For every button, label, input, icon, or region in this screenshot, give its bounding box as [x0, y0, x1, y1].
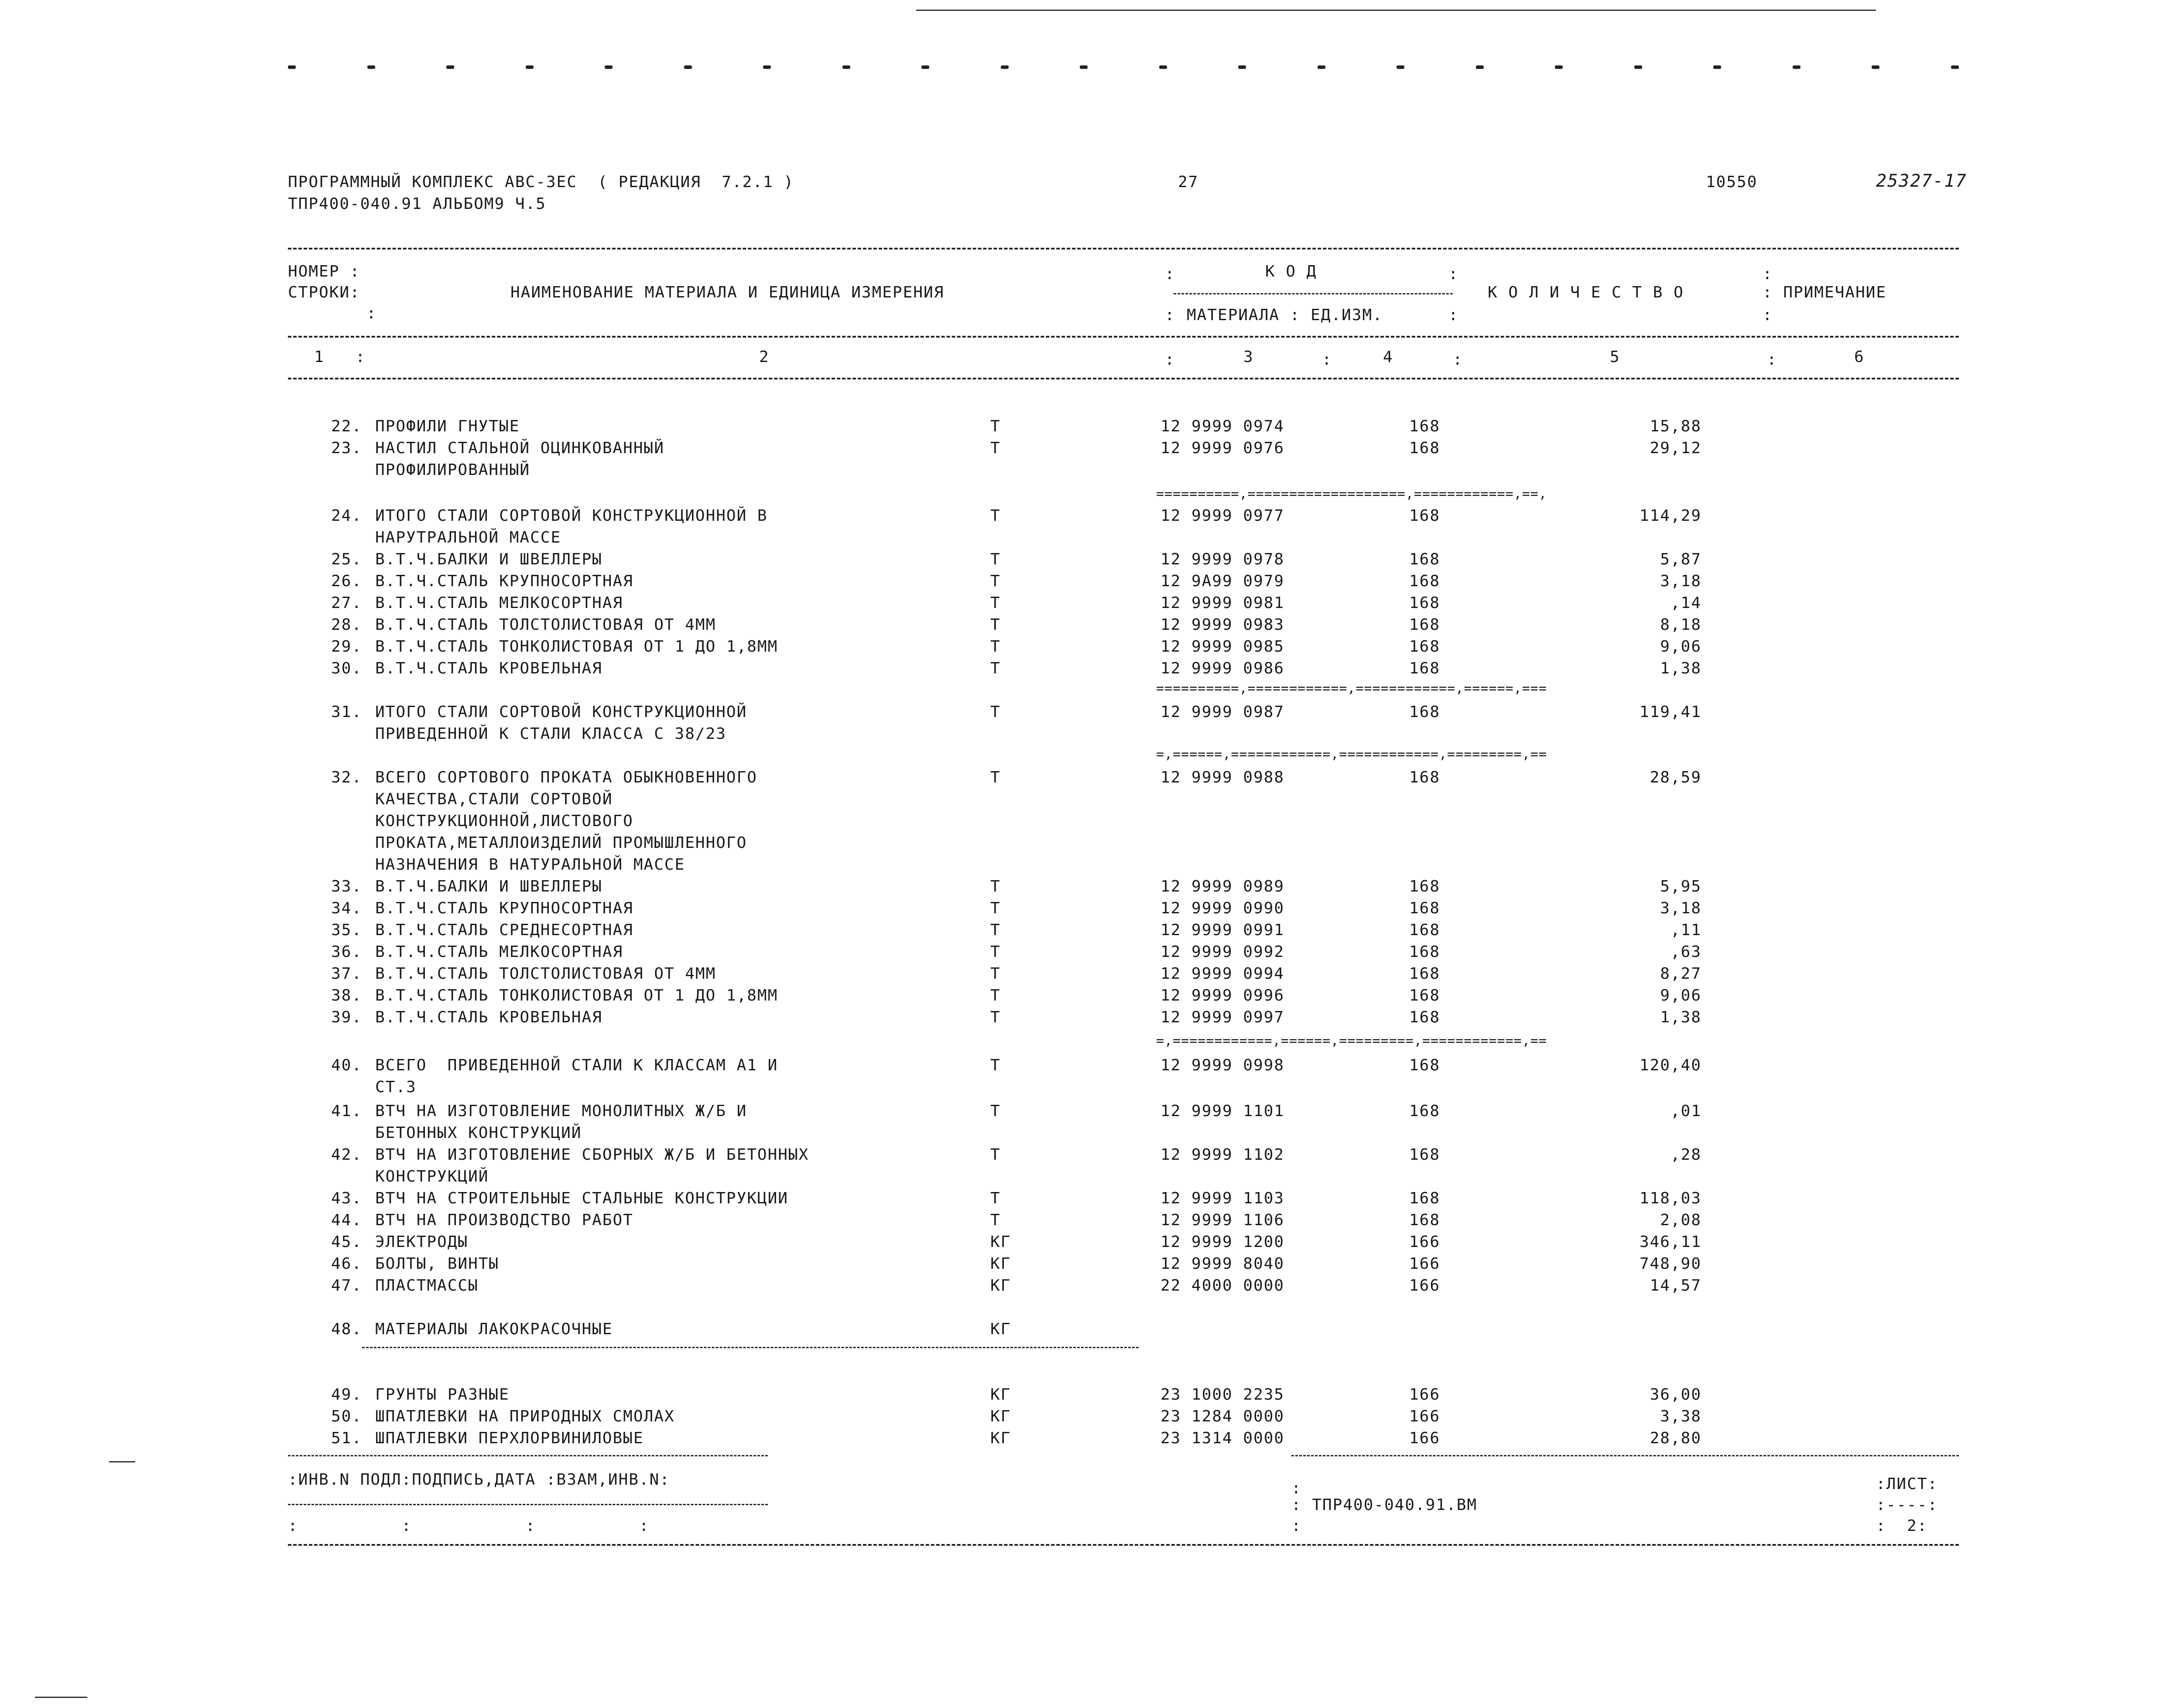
row-unit: Т	[990, 1146, 1001, 1164]
row-material-code: 12 9999 0986	[1160, 659, 1285, 677]
column-number-sep-d: :	[1767, 351, 1777, 369]
row-unit-code: 168	[1409, 659, 1441, 677]
row-material-code: 12 9999 0998	[1160, 1056, 1285, 1074]
row-unit: Т	[990, 965, 1001, 983]
code-column-label: К О Д	[1265, 263, 1317, 280]
quantity-column-label: К О Л И Ч Е С Т В О	[1488, 284, 1684, 301]
row-material-code: 12 9999 0974	[1160, 417, 1285, 435]
punch-mark	[605, 65, 613, 69]
subtotal-separator-40: =,============,======,=========,============,==	[1156, 1033, 1547, 1049]
row-unit: Т	[990, 1211, 1001, 1229]
row-quantity: ,01	[1670, 1102, 1701, 1120]
row-material-code: 12 9999 0977	[1160, 507, 1285, 525]
column-number-5: 5	[1610, 348, 1620, 366]
row-unit-code: 166	[1409, 1386, 1441, 1404]
row-quantity: 14,57	[1650, 1277, 1701, 1295]
row-quantity: 15,88	[1650, 417, 1701, 435]
row-material-code: 12 9999 0992	[1160, 943, 1285, 961]
row-number: 25.	[331, 550, 362, 568]
row-material-code: 12 9999 0988	[1160, 769, 1285, 786]
row-material-code: 12 9999 0985	[1160, 638, 1285, 656]
row-unit: Т	[990, 638, 1001, 656]
row-number: 47.	[331, 1277, 362, 1295]
row-name-line: КОНСТРУКЦИОННОЙ,ЛИСТОВОГО	[375, 812, 633, 830]
row-material-code: 12 9999 0978	[1160, 550, 1285, 568]
footer-doc-sep-2: :	[1291, 1517, 1302, 1535]
row-name-line: В.Т.Ч.СТАЛЬ ТОНКОЛИСТОВАЯ ОТ 1 ДО 1,8ММ	[375, 638, 778, 656]
row-number: 36.	[331, 943, 362, 961]
row-unit-code: 166	[1409, 1429, 1441, 1447]
row-unit-code: 168	[1409, 616, 1441, 634]
punch-mark	[1397, 65, 1404, 69]
row-unit-code: 168	[1409, 572, 1441, 590]
row-name-line: В.Т.Ч.СТАЛЬ СРЕДНЕСОРТНАЯ	[375, 921, 633, 939]
row-unit-code: 168	[1409, 1102, 1441, 1120]
punch-mark	[367, 65, 375, 69]
row-unit: Т	[990, 659, 1001, 677]
punch-mark	[842, 65, 850, 69]
row-quantity: ,63	[1670, 943, 1701, 961]
row-quantity: 3,38	[1660, 1407, 1701, 1425]
row-material-code: 12 9999 0983	[1160, 616, 1285, 634]
footer-bottom-rule	[288, 1544, 1959, 1546]
row-unit: Т	[990, 943, 1001, 961]
punch-mark	[1555, 65, 1563, 69]
row-number: 46.	[331, 1255, 362, 1273]
row-number-label-3: :	[366, 304, 377, 322]
row-name-line: ЭЛЕКТРОДЫ	[375, 1233, 469, 1251]
row-quantity: 8,18	[1660, 616, 1701, 634]
row-material-code: 12 9999 0997	[1160, 1008, 1285, 1026]
row-name-line: В.Т.Ч.СТАЛЬ КРОВЕЛЬНАЯ	[375, 1008, 602, 1026]
footer-sheet-number: : 2:	[1876, 1517, 1928, 1535]
row-number: 22.	[331, 417, 362, 435]
row-quantity: 1,38	[1660, 659, 1701, 677]
row-number: 33.	[331, 878, 362, 895]
row-unit: Т	[990, 921, 1001, 939]
row-number: 41.	[331, 1102, 362, 1120]
row-quantity: 9,06	[1660, 638, 1701, 656]
row-material-code: 12 9А99 0979	[1160, 572, 1285, 590]
row-number: 32.	[331, 769, 362, 786]
row-unit-code: 168	[1409, 439, 1441, 457]
row-quantity: 29,12	[1650, 439, 1701, 457]
scan-speck	[109, 1461, 135, 1462]
footer-sheet-label: :ЛИСТ:	[1876, 1475, 1938, 1493]
row-name-line: ПЛАСТМАССЫ	[375, 1277, 479, 1295]
name-column-label: НАИМЕНОВАНИЕ МАТЕРИАЛА И ЕДИНИЦА ИЗМЕРЕНИЯ	[510, 284, 945, 301]
row-unit-code: 168	[1409, 1056, 1441, 1074]
header-bottom-rule	[288, 378, 1959, 379]
row-unit: Т	[990, 987, 1001, 1004]
row-name-line: ИТОГО СТАЛИ СОРТОВОЙ КОНСТРУКЦИОННОЙ	[375, 703, 747, 721]
row-number: 37.	[331, 965, 362, 983]
row-name-line: В.Т.Ч.СТАЛЬ КРУПНОСОРТНАЯ	[375, 572, 633, 590]
column-number-4: 4	[1383, 348, 1393, 366]
row-unit-code: 168	[1409, 987, 1441, 1004]
row-name-line: В.Т.Ч.БАЛКИ И ШВЕЛЛЕРЫ	[375, 550, 602, 568]
row-unit-code: 168	[1409, 921, 1441, 939]
page-number: 27	[1178, 173, 1199, 191]
row-unit-code: 168	[1409, 638, 1441, 656]
row-material-code: 12 9999 0976	[1160, 439, 1285, 457]
row-quantity: ,14	[1670, 594, 1701, 612]
column-number-1: 1 :	[314, 348, 366, 366]
footer-doc-sep-1: :	[1291, 1479, 1302, 1497]
punch-mark	[446, 65, 454, 69]
row-material-code: 23 1000 2235	[1160, 1386, 1285, 1404]
row-unit: КГ	[990, 1407, 1011, 1425]
row-material-code: 12 9999 1102	[1160, 1146, 1285, 1164]
row-quantity: 1,38	[1660, 1008, 1701, 1026]
header-mid-rule	[288, 336, 1959, 338]
row-quantity: 5,87	[1660, 550, 1701, 568]
row-unit: Т	[990, 594, 1001, 612]
code-col-sep-1: :	[1165, 265, 1175, 283]
row-name-line: ВТЧ НА ПРОИЗВОДСТВО РАБОТ	[375, 1211, 633, 1229]
row-quantity: 9,06	[1660, 987, 1701, 1004]
row-number: 34.	[331, 899, 362, 917]
row-quantity: 5,95	[1660, 878, 1701, 895]
row-number: 43.	[331, 1189, 362, 1207]
row-name-line: ВТЧ НА СТРОИТЕЛЬНЫЕ СТАЛЬНЫЕ КОНСТРУКЦИИ	[375, 1189, 788, 1207]
row-quantity: 114,29	[1639, 507, 1701, 525]
row-name-line: НАРУТРАЛЬНОЙ МАССЕ	[375, 529, 561, 547]
row-quantity: 3,18	[1660, 899, 1701, 917]
row-unit: Т	[990, 439, 1001, 457]
footer-stamp-cells: :ИНВ.N ПОДЛ:ПОДПИСЬ,ДАТА :ВЗАМ,ИНВ.N:	[288, 1471, 670, 1489]
subtotal-separator-24: ==========,===================,============,==,	[1156, 486, 1547, 502]
row-number: 29.	[331, 638, 362, 656]
row-unit-code: 168	[1409, 594, 1441, 612]
footer-sheet-dash: :----:	[1876, 1496, 1938, 1514]
row-name-line: В.Т.Ч.СТАЛЬ КРУПНОСОРТНАЯ	[375, 899, 633, 917]
row-name-line: ПРОФИЛИРОВАННЫЙ	[375, 461, 531, 479]
row-material-code: 12 9999 1103	[1160, 1189, 1285, 1207]
row-quantity: 119,41	[1639, 703, 1701, 721]
row-unit-code: 168	[1409, 943, 1441, 961]
column-number-3: 3	[1243, 348, 1254, 366]
footer-stamp-blank: : : : :	[288, 1517, 650, 1535]
row-name-line: МАТЕРИАЛЫ ЛАКОКРАСОЧНЫЕ	[375, 1320, 613, 1338]
column-number-6: 6	[1854, 348, 1865, 366]
row-unit: Т	[990, 1102, 1001, 1120]
footer-top-rule-right	[1291, 1455, 1959, 1456]
row-unit: Т	[990, 417, 1001, 435]
punch-marks	[288, 65, 1959, 74]
row-number: 51.	[331, 1429, 362, 1447]
row-material-code: 22 4000 0000	[1160, 1277, 1285, 1295]
code-material-label: МАТЕРИАЛА : ЕД.ИЗМ.	[1187, 306, 1383, 324]
row-material-code: 12 9999 8040	[1160, 1255, 1285, 1273]
row-number-label-1: НОМЕР :	[288, 263, 360, 280]
row-quantity: 8,27	[1660, 965, 1701, 983]
row-number: 30.	[331, 659, 362, 677]
row-number: 38.	[331, 987, 362, 1004]
row-unit-code: 168	[1409, 899, 1441, 917]
row-name-line: ВТЧ НА ИЗГОТОВЛЕНИЕ СБОРНЫХ Ж/Б И БЕТОННЫХ	[375, 1146, 809, 1164]
row-name-line: ВСЕГО СОРТОВОГО ПРОКАТА ОБЫКНОВЕННОГО	[375, 769, 757, 786]
row-quantity: 36,00	[1650, 1386, 1701, 1404]
row-name-line: СТ.3	[375, 1078, 417, 1096]
row-unit-code: 168	[1409, 1211, 1441, 1229]
punch-mark	[288, 65, 296, 69]
row-unit: Т	[990, 507, 1001, 525]
punch-mark	[1713, 65, 1721, 69]
program-title: ПРОГРАММНЫЙ КОМПЛЕКС АВС-3ЕС ( РЕДАКЦИЯ 7.2.1 )	[288, 173, 794, 191]
column-number-sep-a: :	[1165, 351, 1175, 369]
row-name-line: В.Т.Ч.СТАЛЬ КРОВЕЛЬНАЯ	[375, 659, 602, 677]
row-unit: Т	[990, 550, 1001, 568]
row-unit-code: 168	[1409, 1008, 1441, 1026]
row-unit: Т	[990, 1189, 1001, 1207]
row-name-line: КОНСТРУКЦИЙ	[375, 1168, 489, 1185]
row-unit-code: 166	[1409, 1277, 1441, 1295]
row-unit-code: 168	[1409, 703, 1441, 721]
row-number: 48.	[331, 1320, 362, 1338]
row-number: 42.	[331, 1146, 362, 1164]
subtotal-separator-32: =,======,============,============,=========,==	[1156, 747, 1547, 762]
row-number: 26.	[331, 572, 362, 590]
row-quantity: 120,40	[1639, 1056, 1701, 1074]
row-unit-code: 166	[1409, 1255, 1441, 1273]
footer-top-rule-left	[288, 1455, 768, 1456]
row-name-line: ПРОФИЛИ ГНУТЫЕ	[375, 417, 520, 435]
row-unit: Т	[990, 878, 1001, 895]
section-rule-48	[362, 1347, 1139, 1348]
punch-mark	[1080, 65, 1088, 69]
note-column-label: : ПРИМЕЧАНИЕ	[1763, 284, 1887, 301]
punch-mark	[1159, 65, 1167, 69]
row-name-line: ВСЕГО ПРИВЕДЕННОЙ СТАЛИ К КЛАССАМ А1 И	[375, 1056, 778, 1074]
row-name-line: БОЛТЫ, ВИНТЫ	[375, 1255, 500, 1273]
row-unit-code: 168	[1409, 878, 1441, 895]
row-unit-code: 168	[1409, 965, 1441, 983]
row-unit: Т	[990, 616, 1001, 634]
row-unit: Т	[990, 1056, 1001, 1074]
row-unit-code: 166	[1409, 1233, 1441, 1251]
footer-mid-rule-left	[288, 1504, 768, 1505]
row-unit-code: 168	[1409, 507, 1441, 525]
row-material-code: 12 9999 1106	[1160, 1211, 1285, 1229]
punch-mark	[1238, 65, 1246, 69]
row-name-line: ШПАТЛЕВКИ НА ПРИРОДНЫХ СМОЛАХ	[375, 1407, 675, 1425]
row-name-line: НАСТИЛ СТАЛЬНОЙ ОЦИНКОВАННЫЙ	[375, 439, 664, 457]
row-name-line: В.Т.Ч.БАЛКИ И ШВЕЛЛЕРЫ	[375, 878, 602, 895]
row-name-line: ШПАТЛЕВКИ ПЕРХЛОРВИНИЛОВЫЕ	[375, 1429, 644, 1447]
column-number-sep-b: :	[1322, 351, 1332, 369]
row-quantity: 28,80	[1650, 1429, 1701, 1447]
row-name-line: ГРУНТЫ РАЗНЫЕ	[375, 1386, 510, 1404]
row-name-line: КАЧЕСТВА,СТАЛИ СОРТОВОЙ	[375, 790, 613, 808]
row-material-code: 12 9999 1200	[1160, 1233, 1285, 1251]
scan-edge-line	[916, 10, 1876, 11]
row-name-line: ИТОГО СТАЛИ СОРТОВОЙ КОНСТРУКЦИОННОЙ В	[375, 507, 768, 525]
row-unit: Т	[990, 769, 1001, 786]
row-name-line: В.Т.Ч.СТАЛЬ ТОЛСТОЛИСТОВАЯ ОТ 4ММ	[375, 616, 716, 634]
row-name-line: ПРИВЕДЕННОЙ К СТАЛИ КЛАССА С 38/23	[375, 725, 726, 743]
row-material-code: 23 1314 0000	[1160, 1429, 1285, 1447]
row-unit: Т	[990, 1008, 1001, 1026]
row-quantity: ,11	[1670, 921, 1701, 939]
note-col-sep-2: :	[1763, 306, 1773, 324]
punch-mark	[763, 65, 771, 69]
row-material-code: 12 9999 0994	[1160, 965, 1285, 983]
row-number: 45.	[331, 1233, 362, 1251]
row-unit: КГ	[990, 1277, 1011, 1295]
row-number: 24.	[331, 507, 362, 525]
row-quantity: 2,08	[1660, 1211, 1701, 1229]
row-number: 28.	[331, 616, 362, 634]
row-unit: Т	[990, 703, 1001, 721]
code-col-sep-3: :	[1165, 306, 1175, 324]
code-header-rule	[1174, 293, 1453, 294]
row-number-label-2: СТРОКИ:	[288, 284, 360, 301]
row-material-code: 12 9999 0991	[1160, 921, 1285, 939]
row-quantity: 28,59	[1650, 769, 1701, 786]
row-name-line: В.Т.Ч.СТАЛЬ МЕЛКОСОРТНАЯ	[375, 594, 623, 612]
punch-mark	[526, 65, 534, 69]
row-material-code: 23 1284 0000	[1160, 1407, 1285, 1425]
note-col-sep-1: :	[1763, 265, 1773, 283]
punch-mark	[1634, 65, 1642, 69]
row-unit: КГ	[990, 1386, 1011, 1404]
row-material-code: 12 9999 0989	[1160, 878, 1285, 895]
code-col-sep-2: :	[1448, 265, 1459, 283]
row-unit-code: 168	[1409, 769, 1441, 786]
row-quantity: 748,90	[1639, 1255, 1701, 1273]
row-name-line: НАЗНАЧЕНИЯ В НАТУРАЛЬНОЙ МАССЕ	[375, 856, 685, 874]
row-name-line: ВТЧ НА ИЗГОТОВЛЕНИЕ МОНОЛИТНЫХ Ж/Б И	[375, 1102, 747, 1120]
column-number-2: 2	[759, 348, 770, 366]
row-number: 31.	[331, 703, 362, 721]
row-number: 44.	[331, 1211, 362, 1229]
punch-mark	[1476, 65, 1484, 69]
punch-mark	[1318, 65, 1325, 69]
row-quantity: ,28	[1670, 1146, 1701, 1164]
row-name-line: БЕТОННЫХ КОНСТРУКЦИЙ	[375, 1124, 582, 1142]
row-unit: Т	[990, 899, 1001, 917]
punch-mark	[1793, 65, 1800, 69]
row-unit-code: 168	[1409, 550, 1441, 568]
row-unit-code: 166	[1409, 1407, 1441, 1425]
row-quantity: 118,03	[1639, 1189, 1701, 1207]
row-name-line: ПРОКАТА,МЕТАЛЛОИЗДЕЛИЙ ПРОМЫШЛЕННОГО	[375, 834, 747, 852]
row-name-line: В.Т.Ч.СТАЛЬ МЕЛКОСОРТНАЯ	[375, 943, 623, 961]
row-unit-code: 168	[1409, 417, 1441, 435]
row-unit: КГ	[990, 1233, 1011, 1251]
row-unit: КГ	[990, 1320, 1011, 1338]
row-quantity: 3,18	[1660, 572, 1701, 590]
row-material-code: 12 9999 0996	[1160, 987, 1285, 1004]
row-number: 39.	[331, 1008, 362, 1026]
row-quantity: 346,11	[1639, 1233, 1701, 1251]
row-material-code: 12 9999 1101	[1160, 1102, 1285, 1120]
punch-mark	[684, 65, 692, 69]
scan-speck	[35, 1697, 87, 1698]
document-code: 10550	[1706, 173, 1758, 191]
row-unit: Т	[990, 572, 1001, 590]
footer-document-code: : ТПР400-040.91.ВМ	[1291, 1496, 1478, 1514]
handwritten-stamp-number: 25327-17	[1876, 171, 1967, 191]
row-material-code: 12 9999 0981	[1160, 594, 1285, 612]
punch-mark	[1001, 65, 1009, 69]
row-unit: КГ	[990, 1429, 1011, 1447]
code-col-sep-4: :	[1448, 306, 1459, 324]
row-name-line: В.Т.Ч.СТАЛЬ ТОЛСТОЛИСТОВАЯ ОТ 4ММ	[375, 965, 716, 983]
column-number-sep-c: :	[1453, 351, 1463, 369]
row-material-code: 12 9999 0990	[1160, 899, 1285, 917]
row-number: 23.	[331, 439, 362, 457]
row-unit-code: 168	[1409, 1189, 1441, 1207]
punch-mark	[921, 65, 929, 69]
punch-mark	[1951, 65, 1959, 69]
row-number: 49.	[331, 1386, 362, 1404]
table-top-rule	[288, 248, 1959, 249]
row-unit-code: 168	[1409, 1146, 1441, 1164]
row-number: 35.	[331, 921, 362, 939]
row-unit: КГ	[990, 1255, 1011, 1273]
album-title: ТПР400-040.91 АЛЬБОМ9 Ч.5	[288, 195, 546, 213]
subtotal-separator-31: ==========,============,============,======,===	[1156, 681, 1547, 696]
punch-mark	[1872, 65, 1879, 69]
row-number: 40.	[331, 1056, 362, 1074]
row-material-code: 12 9999 0987	[1160, 703, 1285, 721]
row-name-line: В.Т.Ч.СТАЛЬ ТОНКОЛИСТОВАЯ ОТ 1 ДО 1,8ММ	[375, 987, 778, 1004]
row-number: 50.	[331, 1407, 362, 1425]
row-number: 27.	[331, 594, 362, 612]
